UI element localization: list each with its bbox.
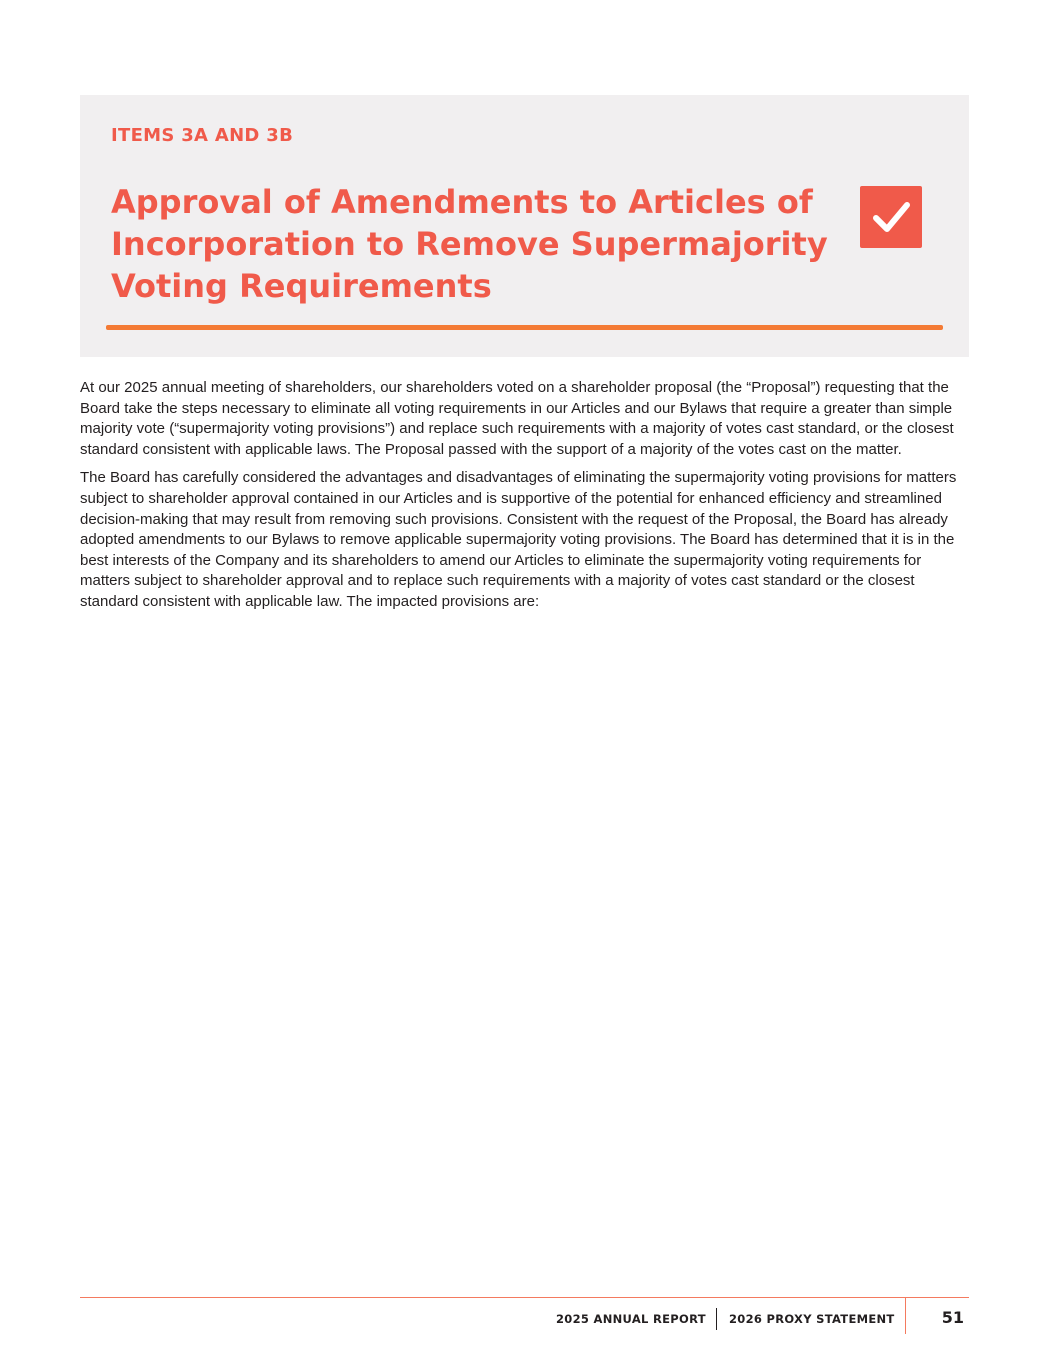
- section-kicker: ITEMS 3A AND 3B: [111, 125, 294, 146]
- page-number: 51: [941, 1308, 964, 1327]
- footer-separator: [716, 1308, 717, 1330]
- footer-annual-report: 2025 ANNUAL REPORT: [556, 1312, 706, 1326]
- section-header-banner: [80, 95, 969, 357]
- page-footer: [0, 1306, 1048, 1334]
- body-text: [80, 378, 970, 621]
- section-title: Approval of Amendments to Articles of Incorporation to Remove Supermajority Voting Requirements: [111, 183, 828, 305]
- header-divider: [106, 325, 943, 330]
- footer-divider: [80, 1297, 969, 1298]
- footer-accent-separator: [905, 1298, 906, 1334]
- paragraph: The Board has carefully considered the advantages and disadvantages of eliminating the supermajority voting provisions for matters subject to shareholder approval contained in our Articles and is supportive of the potential for enhanced efficiency and streamlined decision-making that may result from removing such provisions. Consistent with the request of the Proposal, the Board has already adopted amendments to our Bylaws to remove applicable supermajority voting provisions. The Board has determined that it is in the best interests of the Company and its shareholders to amend our Articles to eliminate the supermajority voting requirements for matters subject to shareholder approval and to replace such requirements with a majority of votes cast standard or the closest standard consistent with applicable law. The impacted provisions are:: [80, 469, 957, 610]
- paragraph: At our 2025 annual meeting of shareholders, our shareholders voted on a shareholder proposal (the “Proposal”) requesting that the Board take the steps necessary to eliminate all voting requirements in our Articles and our Bylaws that require a greater than simple majority vote (“supermajority voting provisions”) and replace such requirements with a majority of votes cast standard, or the closest standard consistent with applicable laws. The Proposal passed with the support of a majority of the votes cast on the matter.: [80, 379, 954, 458]
- footer-proxy-statement: 2026 PROXY STATEMENT: [729, 1312, 895, 1326]
- checkbox-checked-icon: [860, 186, 922, 248]
